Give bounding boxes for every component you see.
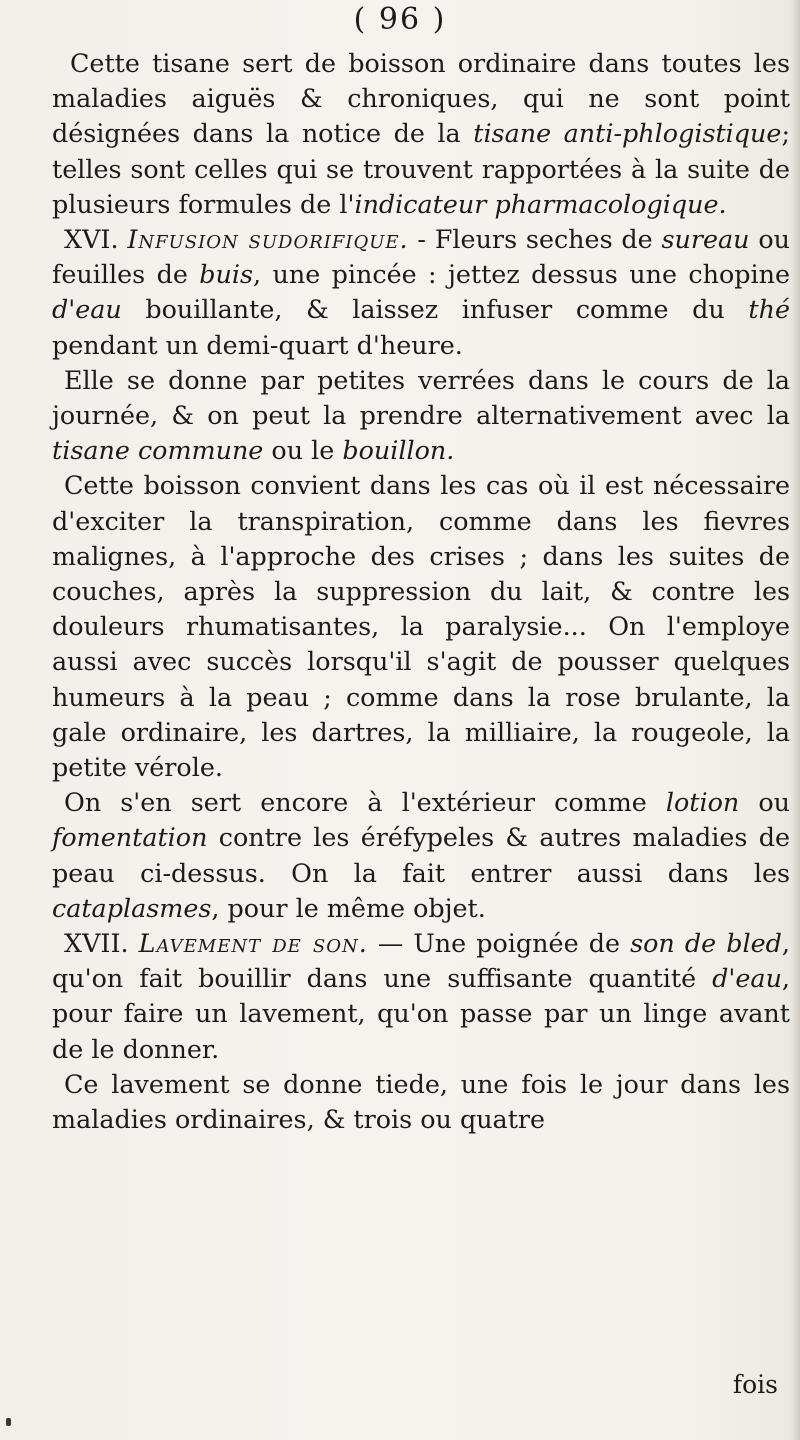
paragraph-lavement-de-son <box>52 926 790 1067</box>
section-heading: Lavement de son. <box>138 928 368 959</box>
text-run: ; telles sont celles qui se trouvent rapportées à la suite de plusieurs formules de l' <box>52 118 790 219</box>
section-heading: Infusion sudorifique. <box>127 224 409 255</box>
text-run: ou feuilles de <box>52 224 790 290</box>
text-run: contre les éréfypeles & autres maladies de peau ci-dessus. On la fait entrer aussi dans les <box>52 822 790 888</box>
paragraph-lavement-usage <box>52 1067 790 1137</box>
italic-text: d'eau <box>712 963 782 994</box>
text-run: , qu'on fait bouillir dans une suffisante quantité <box>52 928 790 994</box>
text-run: Cette boisson convient dans les cas où il est nécessaire d'exciter la transpiration, comme dans les fievres malignes, à l'approche des crises ; dans les suites de couches, après la suppression du lait, & contre les douleurs rhumatisantes, la paralysie... On l'employe aussi avec succès lorsqu'il s'agit de pousser quelques humeurs à la peau ; comme dans la rose brulante, la gale ordinaire, les dartres, la milliaire, la rougeole, la petite vérole. <box>52 470 790 783</box>
italic-text: sureau <box>661 224 750 255</box>
paragraph-dosage <box>52 363 790 469</box>
italic-text: cataplasmes <box>52 892 212 923</box>
paragraph-infusion-sudorifique <box>52 222 790 363</box>
paragraph-external-use <box>52 785 790 926</box>
text-run: Cette tisane sert de boisson ordinaire dans toutes les maladies aiguës & chroniques, qui ne sont point désignées dans la notice de la <box>52 48 790 149</box>
italic-text: bouillon. <box>342 435 455 466</box>
italic-text: son de bled <box>630 928 782 959</box>
text-run: - Fleurs seches de <box>408 224 662 255</box>
text-run: , une pincée : jettez dessus une chopine <box>253 259 790 290</box>
text-run: — Une poignée de <box>367 928 631 959</box>
page-number: ( 96 ) <box>353 2 447 37</box>
text-run: XVII. <box>64 928 139 959</box>
text-run: pendant un demi-quart d'heure. <box>52 329 463 360</box>
ink-speck <box>6 1418 11 1426</box>
italic-text: indicateur pharmacologique. <box>354 188 727 219</box>
text-run: On s'en sert encore à l'extérieur comme <box>64 787 666 818</box>
italic-text: d'eau <box>52 294 122 325</box>
italic-text: thé <box>748 294 790 325</box>
text-run: , pour le même objet. <box>211 892 486 923</box>
paragraph-tisane-usage <box>52 46 790 222</box>
text-run: ou le <box>263 435 343 466</box>
text-run: Elle se donne par petites verrées dans le cours de la journée, & on peut la prendre alternativement avec la <box>52 364 790 431</box>
page-edge-shadow <box>790 0 800 1440</box>
paragraph-indications <box>52 468 790 785</box>
italic-text: tisane commune <box>52 435 264 466</box>
text-run: XVI. <box>64 224 128 255</box>
catchword: fois <box>732 1370 778 1399</box>
italic-text: fomentation <box>52 822 208 853</box>
italic-text: lotion <box>665 787 740 818</box>
body-text <box>52 46 790 1137</box>
italic-text: tisane anti-phlogistique <box>473 118 782 149</box>
text-run: Ce lavement se donne tiede, une fois le jour dans les maladies ordinaires, & trois ou quatre <box>52 1068 790 1135</box>
text-run: bouillante, & laissez infuser comme du <box>121 294 749 325</box>
italic-text: buis <box>199 259 254 290</box>
text-run: , pour faire un lavement, qu'on passe par un linge avant de le donner. <box>52 963 790 1064</box>
text-run: ou <box>739 787 790 818</box>
